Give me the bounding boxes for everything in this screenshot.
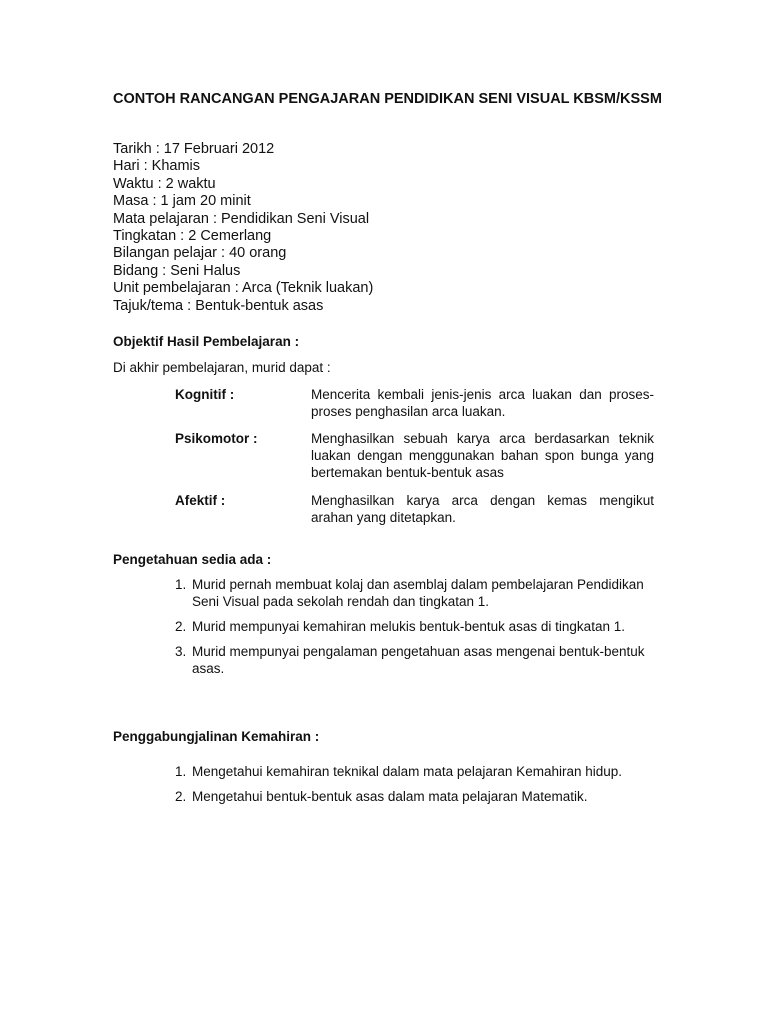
- objektif-text-afektif: Menghasilkan karya arca dengan kemas mengikut arahan yang ditetapkan.: [311, 493, 654, 525]
- list-number: 2.: [175, 789, 187, 804]
- pengetahuan-heading: Pengetahuan sedia ada :: [113, 552, 272, 567]
- pengetahuan-list: [175, 576, 655, 685]
- list-text: Murid mempunyai kemahiran melukis bentuk-bentuk asas di tingkatan 1.: [192, 619, 625, 634]
- objektif-label-kognitif: Kognitif :: [175, 387, 235, 402]
- list-text: Murid pernah membuat kolaj dan asemblaj dalam pembelajaran Pendidikan Seni Visual pada sekolah rendah dan tingkatan 1.: [192, 577, 644, 609]
- info-line-tingkatan: Tingkatan : 2 Cemerlang: [113, 228, 272, 245]
- list-item: [175, 618, 655, 635]
- document-title: CONTOH RANCANGAN PENGAJARAN PENDIDIKAN SENI VISUAL KBSM/KSSM: [113, 91, 662, 107]
- info-line-mata-pelajaran: Mata pelajaran : Pendidikan Seni Visual: [113, 210, 370, 227]
- list-number: 3.: [175, 644, 187, 659]
- objektif-label-afektif: Afektif :: [175, 493, 226, 508]
- objektif-heading: Objektif Hasil Pembelajaran :: [113, 334, 300, 349]
- objektif-text-psikomotor: Menghasilkan sebuah karya arca berdasarkan teknik luakan dengan menggunakan bahan spon bunga yang bertemakan bentuk-bentuk asas: [311, 431, 654, 480]
- info-line-hari: Hari : Khamis: [113, 158, 201, 175]
- list-number: 2.: [175, 619, 187, 634]
- list-text: Mengetahui bentuk-bentuk asas dalam mata pelajaran Matematik.: [192, 789, 588, 804]
- info-line-waktu: Waktu : 2 waktu: [113, 175, 216, 192]
- info-line-tarikh: Tarikh : 17 Februari 2012: [113, 141, 275, 157]
- list-item: [175, 576, 655, 610]
- objektif-text-kognitif: Mencerita kembali jenis-jenis arca luakan dan proses-proses penghasilan arca luakan.: [311, 387, 654, 419]
- penggabungjalinan-list: [175, 763, 655, 813]
- lesson-info-block: [113, 141, 373, 315]
- info-line-tajuk-tema: Tajuk/tema : Bentuk-bentuk asas: [113, 297, 324, 314]
- list-item: [175, 788, 655, 805]
- list-item: [175, 643, 655, 677]
- info-line-bidang: Bidang : Seni Halus: [113, 262, 241, 279]
- info-line-masa: Masa : 1 jam 20 minit: [113, 193, 251, 210]
- info-line-bilangan-pelajar: Bilangan pelajar : 40 orang: [113, 245, 287, 262]
- list-number: 1.: [175, 577, 187, 592]
- list-text: Mengetahui kemahiran teknikal dalam mata pelajaran Kemahiran hidup.: [192, 764, 623, 779]
- list-item: [175, 763, 655, 780]
- list-text: Murid mempunyai pengalaman pengetahuan asas mengenai bentuk-bentuk asas.: [192, 644, 645, 676]
- objektif-label-psikomotor: Psikomotor :: [175, 431, 258, 446]
- penggabungjalinan-heading: Penggabungjalinan Kemahiran :: [113, 729, 320, 744]
- list-number: 1.: [175, 764, 187, 779]
- info-line-unit-pembelajaran: Unit pembelajaran : Arca (Teknik luakan): [113, 280, 374, 297]
- objektif-intro: Di akhir pembelajaran, murid dapat :: [113, 360, 331, 375]
